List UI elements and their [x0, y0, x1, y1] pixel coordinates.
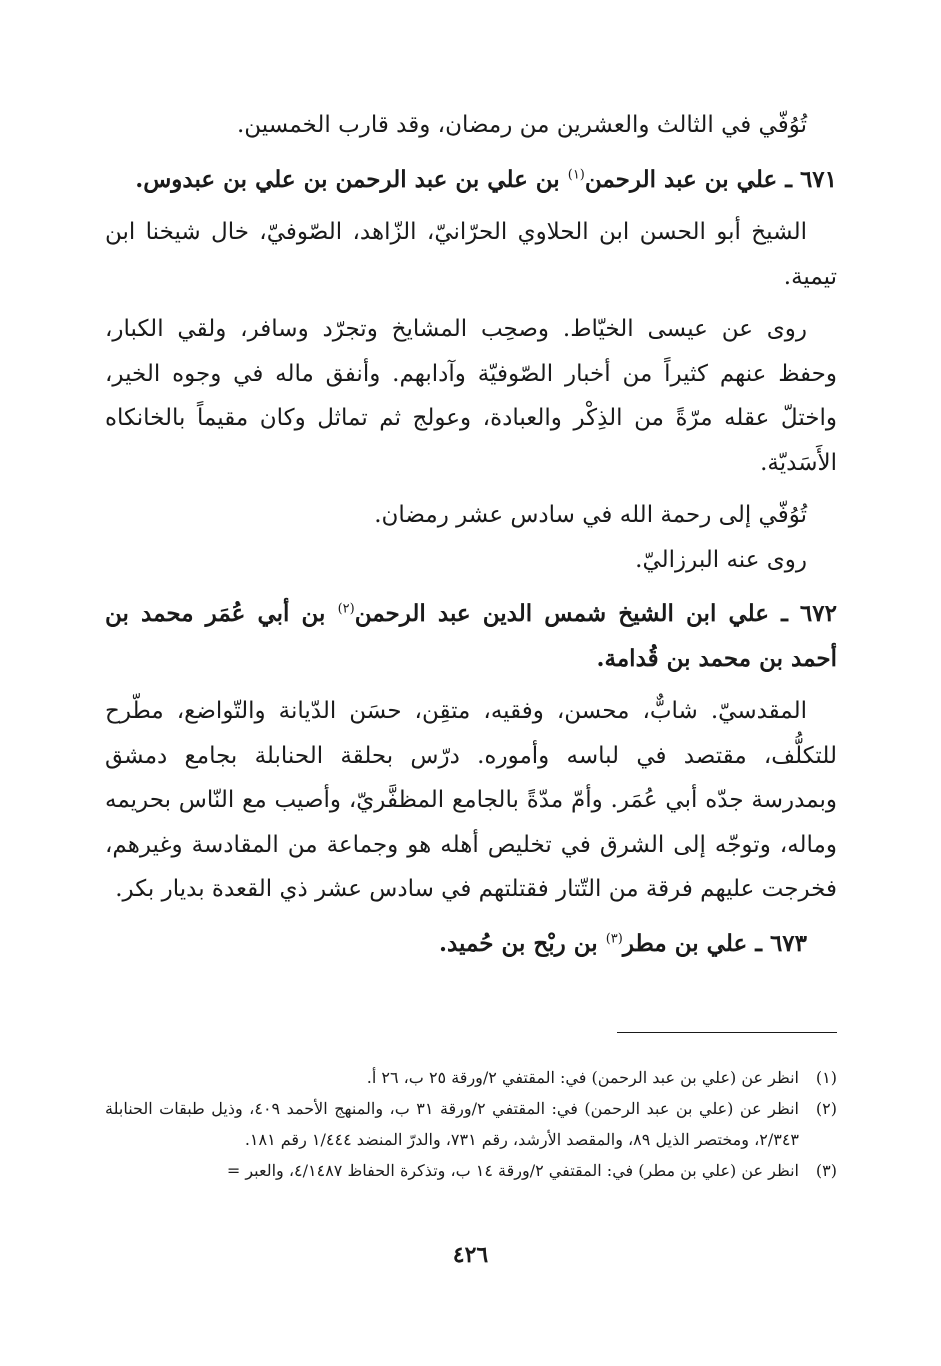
page-number: ٤٢٦ [452, 1242, 489, 1268]
footnote-number: (٢) [815, 1099, 837, 1118]
footnote-number: (١) [815, 1068, 837, 1087]
footnote-number: (٣) [815, 1161, 837, 1180]
paragraph: الشيخ أبو الحسن ابن الحلاوي الحرّانيّ، الزّاهد، الصّوفيّ، خال شيخنا ابن تيمية. [105, 219, 837, 290]
entry-number: ٦٧٣ ـ [755, 929, 807, 957]
entry-lineage: بن علي بن عبد الرحمن بن علي بن عبدوس. [135, 165, 560, 193]
paragraph: روى عنه البرزاليّ. [635, 546, 807, 573]
footnote-2 [105, 1093, 837, 1155]
entry-number: ٦٧١ ـ [785, 165, 837, 193]
footnote-text: انظر عن (علي بن عبد الرحمن) في: المقتفي ٢/ورقة ٣١ ب، والمنهج الأحمد ٤٠٩، وذيل طبقات الحنابلة ٢/٣٤٣، ومختصر الذيل ٨٩، والمقصد الأرشد، رقم ٧٣١، والدرّ المنضد ١/٤٤٤ رقم ١٨١. [105, 1099, 799, 1149]
footnote-text: انظر عن (علي بن عبد الرحمن) في: المقتفي ٢/ورقة ٢٥ ب، ٢٦ أ. [366, 1068, 799, 1087]
entry-number: ٦٧٢ ـ [781, 600, 837, 627]
entry-heading-671 [105, 158, 837, 203]
footnotes [105, 1062, 837, 1186]
entry-heading-672 [105, 592, 837, 681]
paragraph: المقدسيّ. شابٌّ، محسن، وفقيه، متقِن، حسَن الدّيانة والتّواضع، مطّرح للتكلُّف، مقتصد في لباسه وأموره. درّس بحلقة الحنابلة بجامع دمشق وبمدرسة جدّه أبي عُمَر. وأمّ مدّةً بالجامع المظفَّريّ، وأصيب مع النّاس بحريمه وماله، وتوجّه إلى الشرق في تخليص أهله هو وجماعة من المقادسة وغيرهم، فخرجت عليهم فرقة من التّتار فقتلتهم في سادس عشر ذي القعدة بديار بكر. [105, 698, 837, 902]
paragraph: روى عن عيسى الخيّاط. وصحِب المشايخ وتجرّد وسافر، ولقي الكبار، وحفظ عنهم كثيراً من أخبار الصّوفيّة وآدابهم. وأنفق ماله في وجوه الخير، واختلّ عقله مرّةً من الذِكْر والعبادة، وعولج ثم تماثل وكان مقيماً بالخانكاه الأَسَديّة. [105, 316, 837, 476]
entry-lineage: بن أبي عُمَر محمد بن أحمد بن محمد بن قُدامة. [105, 600, 837, 672]
entry-lineage: بن ربْح بن حُميد. [438, 929, 598, 957]
continuation-paragraph: تُوُفّي في الثالث والعشرين من رمضان، وقد قارب الخمسين. [236, 112, 807, 138]
main-text [105, 103, 837, 966]
footnote-divider [617, 1032, 837, 1033]
footnote-text: انظر عن (علي بن مطر) في: المقتفي ٢/ورقة ١٤ ب، وتذكرة الحفاظ ٤/١٤٨٧، والعبر = [226, 1161, 799, 1180]
footnote-ref: (٢) [337, 601, 355, 617]
footnote-1 [105, 1062, 837, 1093]
entry-name: علي ابن الشيخ شمس الدين عبد الرحمن [354, 600, 769, 627]
paragraph: تُوُفّي إلى رحمة الله في سادس عشر رمضان. [374, 502, 807, 528]
footnote-ref: (١) [567, 166, 585, 182]
entry-name: علي بن مطر [622, 929, 748, 957]
entry-name: علي بن عبد الرحمن [584, 165, 778, 193]
footnote-3 [105, 1155, 837, 1186]
footnote-ref: (٣) [605, 930, 623, 946]
entry-heading-673 [105, 922, 837, 967]
